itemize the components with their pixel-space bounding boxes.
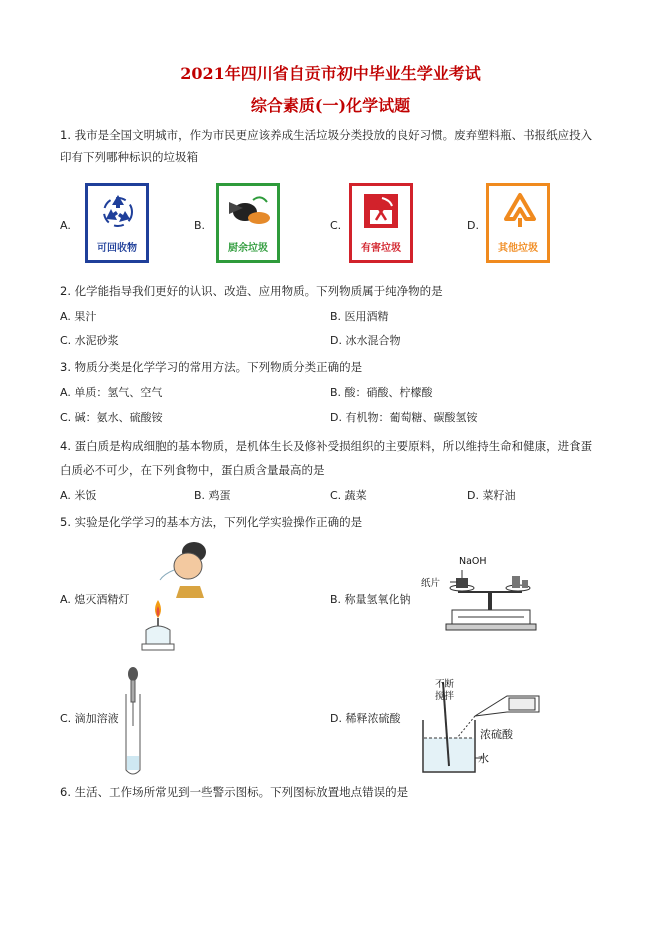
- question-6-stem: 6. 生活、工作场所常见到一些警示图标。下列图标放置地点错误的是: [60, 785, 409, 799]
- other-waste-icon: [503, 192, 537, 230]
- hazardous-icon: [364, 194, 398, 228]
- q5-option-a: A. 熄灭酒精灯: [60, 593, 130, 606]
- q1-option-c-letter: C.: [330, 219, 342, 232]
- q4-option-c: C. 蔬菜: [330, 489, 367, 502]
- question-2-stem: 2. 化学能指导我们更好的认识、改造、应用物质。下列物质属于纯净物的是: [60, 284, 443, 298]
- question-4-line-1: 4. 蛋白质是构成细胞的基本物质，是机体生长及修补受损组织的主要原料，所以维持生命和健康，进食蛋: [60, 439, 593, 453]
- recyclable-label: 可回收物: [97, 243, 137, 254]
- q5-option-b: B. 称量氢氧化钠: [330, 593, 411, 606]
- q1-option-a-letter: A.: [60, 219, 71, 232]
- paper-label: 纸片: [421, 578, 441, 589]
- recyclable-sign: [85, 183, 149, 263]
- q4-option-b: B. 鸡蛋: [194, 489, 231, 502]
- q2-option-a: A. 果汁: [60, 310, 97, 323]
- q1-option-d-letter: D.: [467, 219, 479, 232]
- other-waste-sign: [486, 183, 550, 263]
- water-label: 水: [478, 752, 489, 765]
- q2-option-c: C. 水泥砂浆: [60, 334, 119, 347]
- naoh-label: NaOH: [459, 556, 487, 567]
- q4-option-d: D. 菜籽油: [467, 489, 516, 502]
- question-5-stem: 5. 实验是化学学习的基本方法，下列化学实验操作正确的是: [60, 515, 363, 529]
- exam-subtitle: 综合素质(一)化学试题: [250, 96, 411, 115]
- food-waste-icon: [225, 192, 273, 230]
- balance-illustration: [418, 556, 544, 636]
- hazardous-sign: [349, 183, 413, 263]
- other-waste-label: 其他垃圾: [498, 243, 538, 254]
- question-1-line-2: 印有下列哪种标识的垃圾箱: [60, 150, 198, 164]
- q3-option-d: D. 有机物：葡萄糖、碳酸氢铵: [330, 411, 478, 424]
- q1-option-b-letter: B.: [194, 219, 206, 232]
- dropper-test-tube-illustration: [118, 664, 148, 778]
- q2-option-b: B. 医用酒精: [330, 310, 389, 323]
- diluting-acid-illustration: [405, 676, 545, 778]
- question-1-line-1: 1. 我市是全国文明城市，作为市民更应该养成生活垃圾分类投放的良好习惯。废弃塑料瓶、书报纸应投入: [60, 128, 593, 142]
- stir-label-2: 搅拌: [435, 691, 455, 702]
- food-waste-sign: [216, 183, 280, 263]
- q4-option-a: A. 米饭: [60, 489, 97, 502]
- hazardous-label: 有害垃圾: [361, 243, 401, 254]
- blowing-out-lamp-illustration: [138, 540, 210, 658]
- q3-option-a: A. 单质：氢气、空气: [60, 386, 163, 399]
- q5-option-c: C. 滴加溶液: [60, 712, 119, 725]
- acid-label: 浓硫酸: [480, 728, 513, 741]
- food-waste-label: 厨余垃圾: [228, 243, 268, 254]
- question-3-stem: 3. 物质分类是化学学习的常用方法。下列物质分类正确的是: [60, 360, 363, 374]
- q3-option-b: B. 酸：硝酸、柠檬酸: [330, 386, 433, 399]
- question-4-line-2: 白质必不可少，在下列食物中，蛋白质含量最高的是: [60, 463, 325, 477]
- q3-option-c: C. 碱：氨水、硫酸铵: [60, 411, 163, 424]
- q5-option-d: D. 稀释浓硫酸: [330, 712, 401, 725]
- recycle-icon: [100, 192, 136, 228]
- q2-option-d: D. 冰水混合物: [330, 334, 401, 347]
- exam-title: 2021年四川省自贡市初中毕业生学业考试: [180, 64, 481, 83]
- stir-label-1: 不断: [435, 679, 455, 690]
